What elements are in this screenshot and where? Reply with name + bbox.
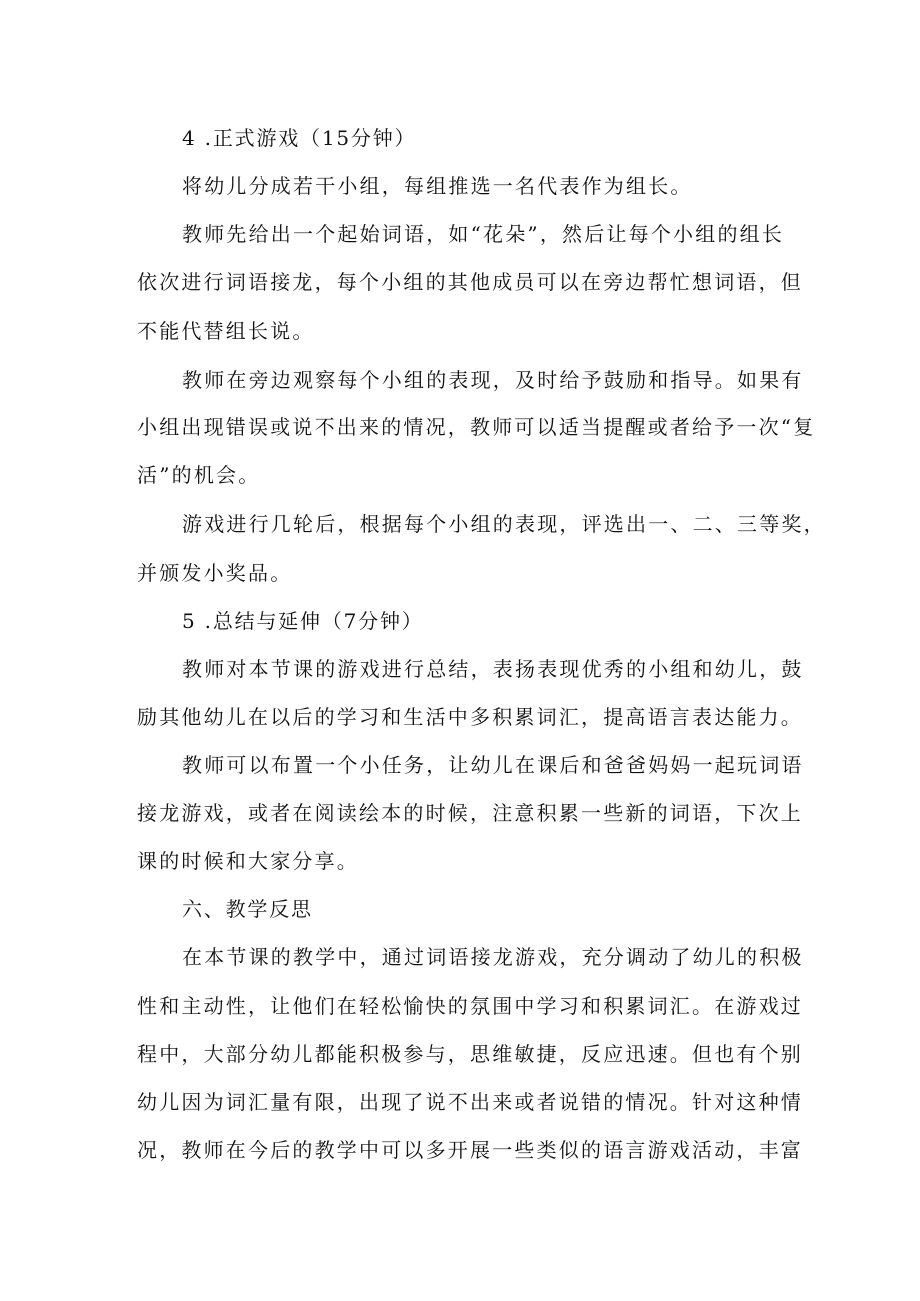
paragraph-line: 教师对本节课的游戏进行总结，表扬表现优秀的小组和幼儿，鼓 xyxy=(182,657,804,681)
paragraph-line: 课的时候和大家分享。 xyxy=(137,849,359,873)
section-4-heading: 4 .正式游戏（15分钟） xyxy=(182,126,417,150)
paragraph-line: 况，教师在今后的教学中可以多开展一些类似的语言游戏活动，丰富 xyxy=(137,1138,803,1162)
paragraph-line: 活”的机会。 xyxy=(137,463,261,487)
section-6-heading: 六、教学反思 xyxy=(182,897,313,921)
paragraph-line: 游戏进行几轮后，根据每个小组的表现，评选出一、二、三等奖， xyxy=(182,512,826,536)
section-5-heading: 5 .总结与延伸（7分钟） xyxy=(182,609,424,633)
paragraph-line: 并颁发小奖品。 xyxy=(137,561,293,585)
paragraph-line: 程中，大部分幼儿都能积极参与，思维敏捷，反应迅速。但也有个别 xyxy=(137,1042,803,1066)
paragraph-line: 不能代替组长说。 xyxy=(137,319,315,343)
paragraph-line: 依次进行词语接龙，每个小组的其他成员可以在旁边帮忙想词语，但 xyxy=(137,270,803,294)
paragraph-line: 励其他幼儿在以后的学习和生活中多积累词汇，提高语言表达能力。 xyxy=(137,705,803,729)
paragraph-line: 教师可以布置一个小任务，让幼儿在课后和爸爸妈妈一起玩词语 xyxy=(182,753,804,777)
paragraph-line: 幼儿因为词汇量有限，出现了说不出来或者说错的情况。针对这种情 xyxy=(137,1090,803,1114)
paragraph-line: 性和主动性，让他们在轻松愉快的氛围中学习和积累词汇。在游戏过 xyxy=(137,994,803,1018)
paragraph-line: 接龙游戏，或者在阅读绘本的时候，注意积累一些新的词语，下次上 xyxy=(137,801,803,825)
paragraph-line: 在本节课的教学中，通过词语接龙游戏，充分调动了幼儿的积极 xyxy=(182,945,804,969)
paragraph-line: 将幼儿分成若干小组，每组推选一名代表作为组长。 xyxy=(182,174,693,198)
paragraph-line: 小组出现错误或说不出来的情况，教师可以适当提醒或者给予一次“复 xyxy=(137,415,816,439)
paragraph-line: 教师在旁边观察每个小组的表现，及时给予鼓励和指导。如果有 xyxy=(182,368,804,392)
paragraph-line: 教师先给出一个起始词语，如“花朵”，然后让每个小组的组长 xyxy=(182,222,785,246)
